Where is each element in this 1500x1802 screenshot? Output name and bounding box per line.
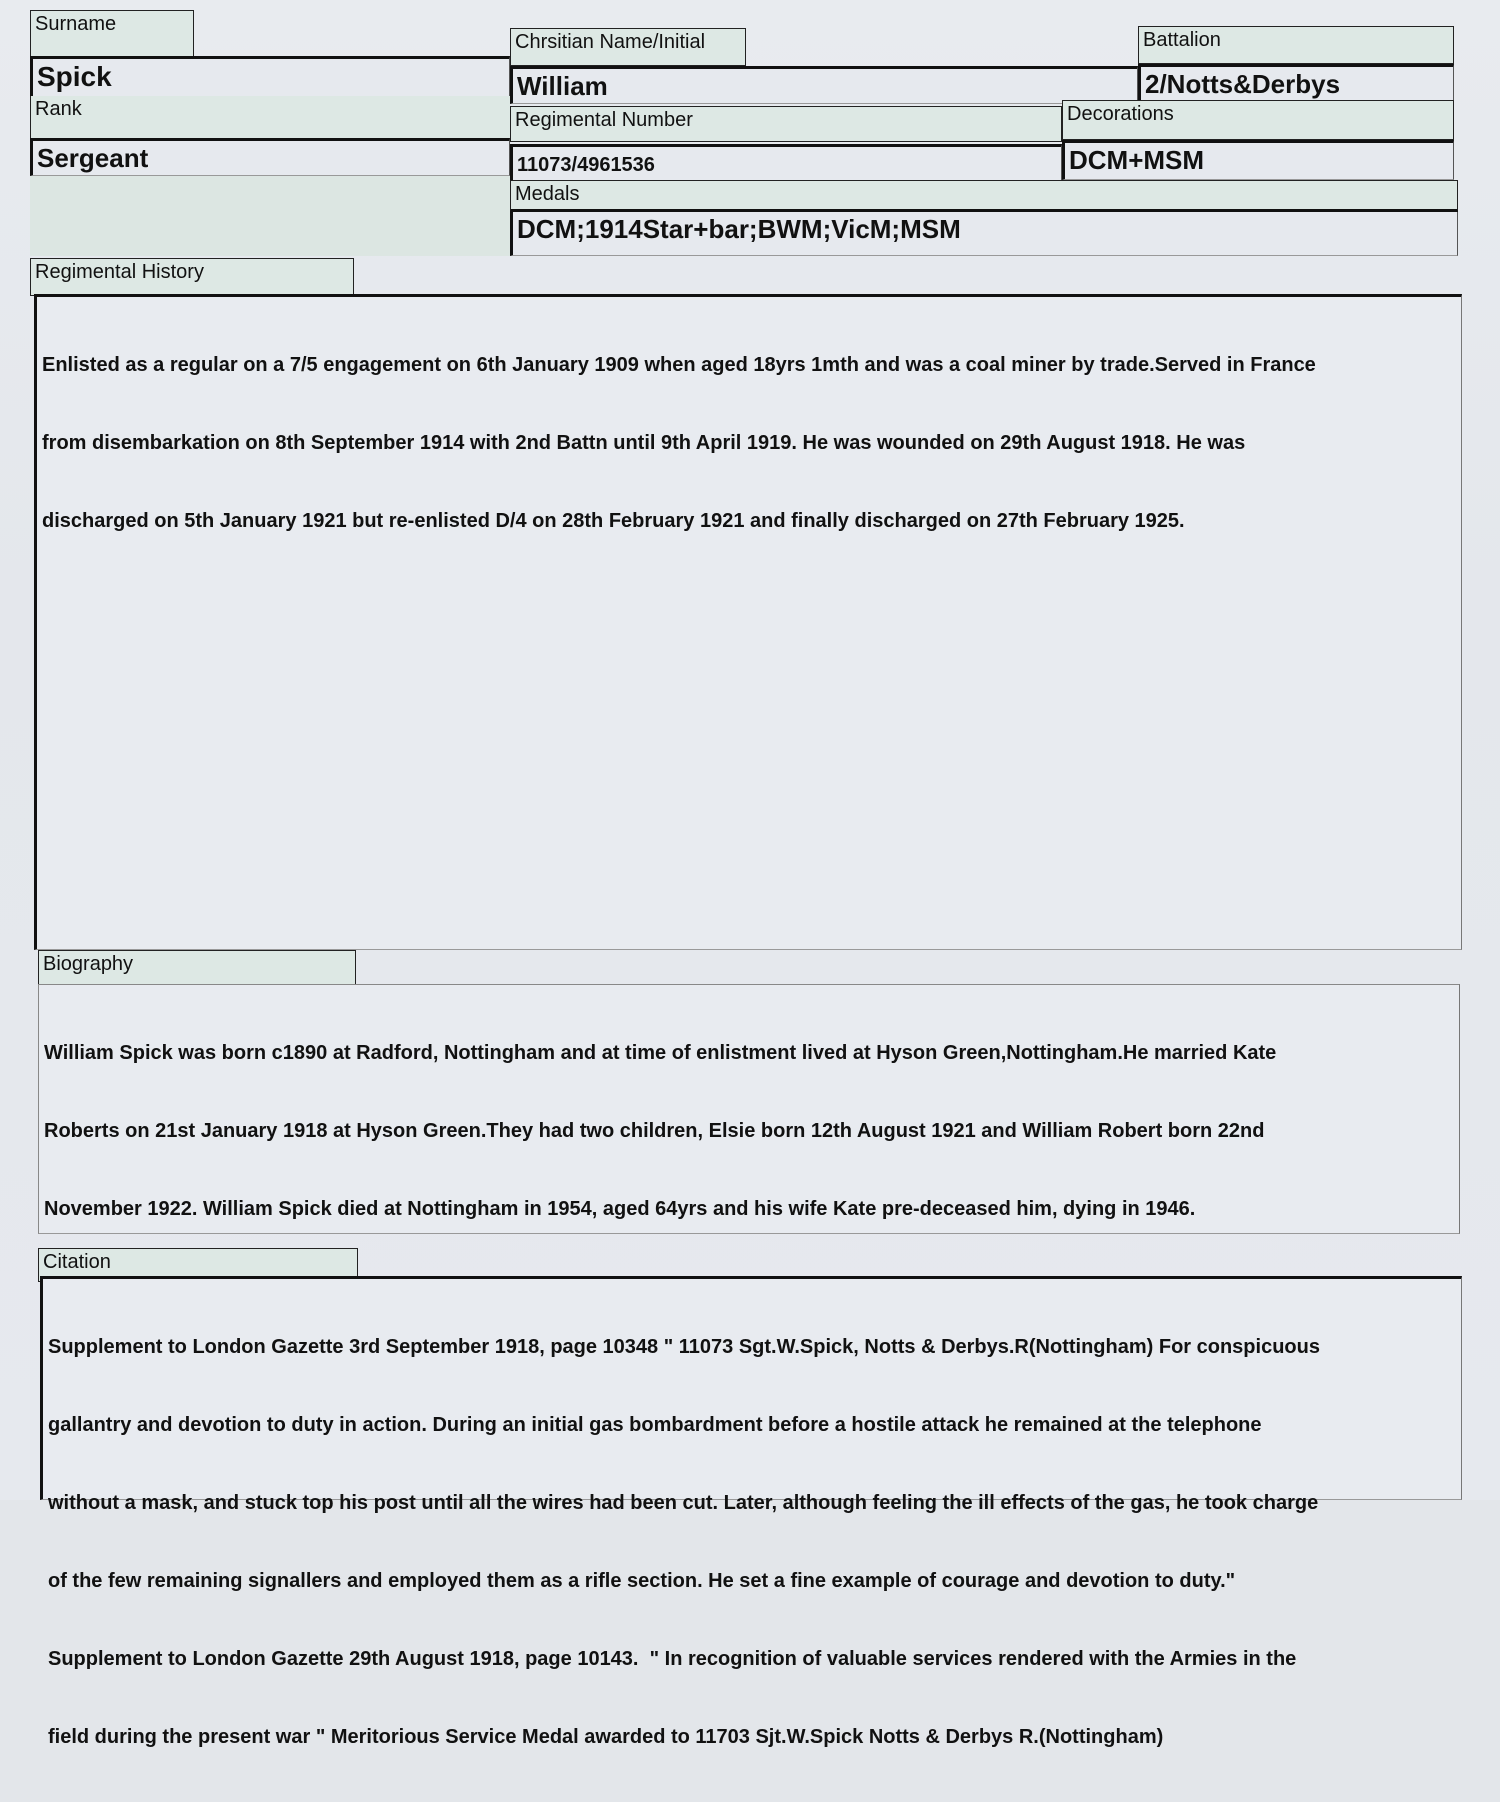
battalion-label: Battalion [1138,26,1454,64]
christian-name-value: William [510,66,1138,104]
rank-label: Rank [30,96,510,140]
rank-value: Sergeant [30,138,510,176]
regimental-number-label: Regimental Number [510,106,1062,142]
citation-line: gallantry and devotion to duty in action. During an initial gas bombardment before a hostile attack he remained at the telephone [48,1414,1262,1436]
blank-area [30,176,510,256]
citation-text [40,1276,1462,1748]
citation-line: field during the present war " Meritorious Service Medal awarded to 11703 Sjt.W.Spick Notts & Derbys R.(Nottingham) [48,1726,1164,1748]
citation-line: without a mask, and stuck top his post until all the wires had been cut. Later, although feeling the ill effects of the gas, he took charge [48,1492,1319,1514]
battalion-value: 2/Notts&Derbys [1138,64,1454,102]
biography-text [38,984,1460,1234]
regimental-number-value: 11073/4961536 [510,144,1062,182]
regimental-history-text [34,294,1462,950]
citation-line: Supplement to London Gazette 29th August 1918, page 10143. " In recognition of valuable services rendered with the Armies in the [48,1648,1297,1670]
biography-line: November 1922. William Spick died at Nottingham in 1954, aged 64yrs and his wife Kate pre-deceased him, dying in 1946. [44,1198,1196,1220]
decorations-label: Decorations [1062,100,1454,140]
history-line: discharged on 5th January 1921 but re-enlisted D/4 on 28th February 1921 and finally discharged on 27th February 1925. [42,510,1185,532]
biography-line: William Spick was born c1890 at Radford, Nottingham and at time of enlistment lived at Hyson Green,Nottingham.He married Kate [44,1042,1277,1064]
citation-label: Citation [38,1248,358,1282]
medals-value: DCM;1914Star+bar;BWM;VicM;MSM [510,212,1458,256]
christian-name-label: Chrsitian Name/Initial [510,28,746,66]
biography-line: Roberts on 21st January 1918 at Hyson Green.They had two children, Elsie born 12th August 1921 and William Robert born 22nd [44,1120,1265,1142]
citation-line: of the few remaining signallers and employed them as a rifle section. He set a fine example of courage and devotion to duty." [48,1570,1236,1592]
citation-line: Supplement to London Gazette 3rd September 1918, page 10348 " 11073 Sgt.W.Spick, Notts & Derbys.R(Nottingham) For conspicuous [48,1336,1320,1358]
decorations-value: DCM+MSM [1062,140,1454,180]
biography-label: Biography [38,950,356,986]
history-line: Enlisted as a regular on a 7/5 engagement on 6th January 1909 when aged 18yrs 1mth and was a coal miner by trade.Served in France [42,354,1316,376]
regimental-history-label: Regimental History [30,258,354,296]
medals-label: Medals [510,180,1458,212]
surname-value: Spick [30,56,510,102]
history-line: from disembarkation on 8th September 1914 with 2nd Battn until 9th April 1919. He was wounded on 29th August 1918. He was [42,432,1246,454]
surname-label: Surname [30,10,194,58]
